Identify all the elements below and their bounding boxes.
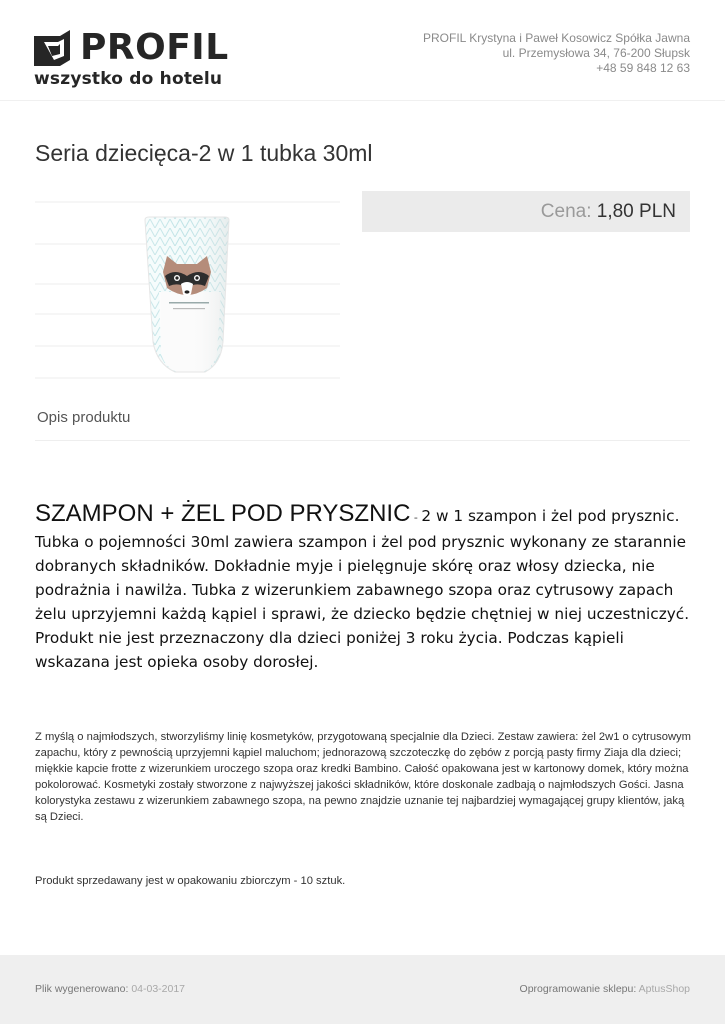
logo-mark-icon xyxy=(34,30,70,66)
headline-separator: - xyxy=(410,511,422,524)
page-header xyxy=(0,0,725,101)
product-image[interactable] xyxy=(35,192,340,392)
generated-label: Plik wygenerowano: xyxy=(35,983,129,995)
software-info xyxy=(520,983,690,995)
page-footer xyxy=(0,955,725,1024)
description-body: 2 w 1 szampon i żel pod prysznic. Tubka o pojemności 30ml zawiera szampon i żel pod prysznic wykonany ze starannie dobranych składników. Dokładnie myje i pielęgnuje skórę oraz włosy dziecka, nie podrażnia i nawilża. Tubka z wizerunkiem zabawnego szopa oraz cytrusowy zapach żelu uprzyjemni każdą kąpiel i sprawi, że dziecko będzie chętniej w niej uczestniczyć. Produkt nie jest przeznaczony dla dzieci poniżej 3 roku życia. Podczas kąpieli wskazana jest opieka osoby dorosłej. xyxy=(35,507,690,671)
secondary-description: Z myślą o najmłodszych, stworzyliśmy linię kosmetyków, przygotowaną specjalnie dla Dzieci. Zestaw zawiera: żel 2w1 o cytrusowym zapachu, który z pewnością uprzyjemni kąpiel maluchom; jednorazową szczoteczkę do zębów z porcją pasty firmy Ziaja dla dzieci; miękkie kapcie frotte z wizerunkiem uroczego szopa oraz kredki Bambino. Całość opakowana jest w kartonowy domek, który można pokolorować. Kosmetyki zostały stworzone z najwyższej jakości składników, które doskonale zadbają o najmłodszych Gości. Jasna kolorystyka zestawu z wizerunkiem zabawnego szopa, na pewno znajdzie uznanie tej najbardziej wymagającej grupy klientów, jaką są Dzieci. xyxy=(35,731,691,823)
price-value: 1,80 PLN xyxy=(596,201,676,222)
packaging-note: Produkt sprzedawany jest w opakowaniu zbiorczym - 10 sztuk. xyxy=(35,875,346,887)
main-description xyxy=(35,502,695,674)
price-box xyxy=(362,191,690,232)
company-phone: +48 59 848 12 63 xyxy=(596,61,690,75)
description-heading: Opis produktu xyxy=(37,409,131,426)
profil-logo[interactable] xyxy=(34,27,229,92)
company-address: ul. Przemysłowa 34, 76-200 Słupsk xyxy=(502,46,690,60)
price-label: Cena: xyxy=(540,201,592,222)
software-label: Oprogramowanie sklepu: xyxy=(519,983,637,995)
logo-tagline: wszystko do hotelu xyxy=(34,69,223,89)
company-name: PROFIL Krystyna i Paweł Kosowicz Spółka Jawna xyxy=(423,31,690,45)
product-title: Seria dziecięca-2 w 1 tubka 30ml xyxy=(35,140,373,166)
raccoon-tube-image-icon xyxy=(35,192,340,392)
logo-wordmark: PROFIL xyxy=(80,27,229,68)
software-link[interactable]: AptusShop xyxy=(638,983,690,995)
description-headline: SZAMPON + ŻEL POD PRYSZNIC xyxy=(35,500,411,527)
company-info xyxy=(423,31,690,76)
section-divider xyxy=(35,440,690,441)
generated-date: 04-03-2017 xyxy=(131,983,186,995)
generated-info xyxy=(35,983,185,995)
